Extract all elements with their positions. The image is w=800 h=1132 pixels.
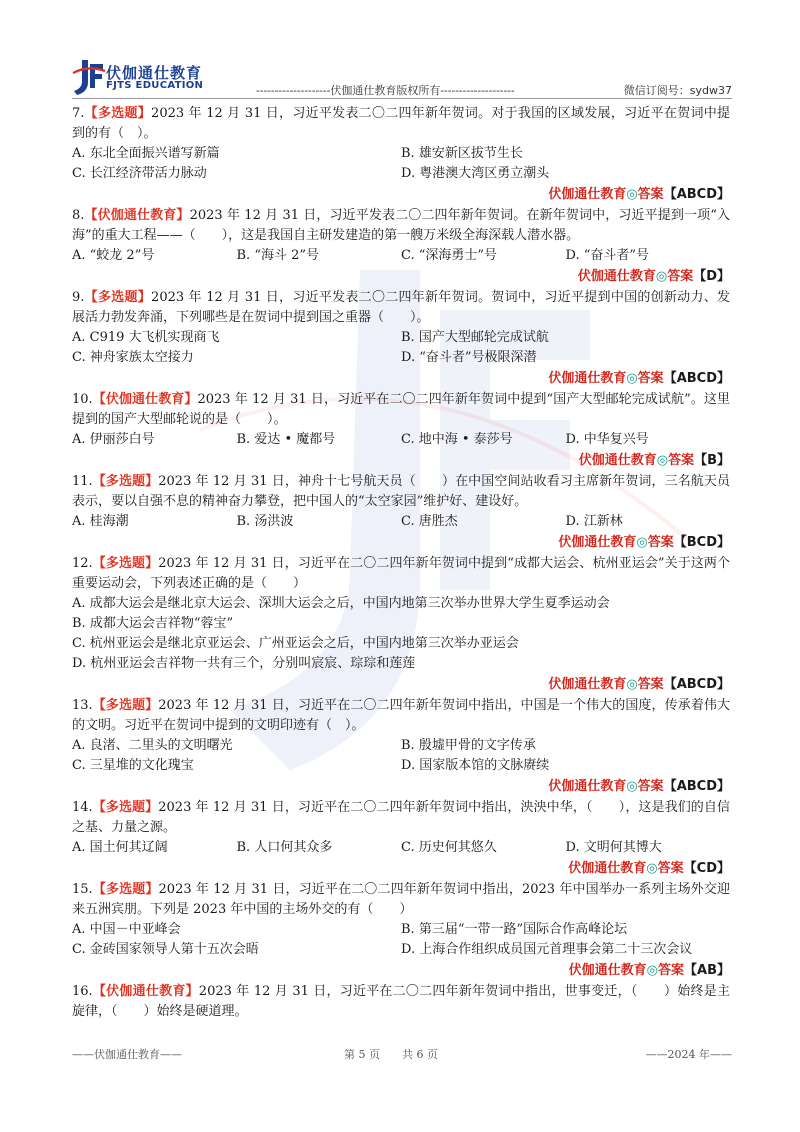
question-item <box>72 390 730 472</box>
question-type-tag: 【多选题】 <box>92 698 159 713</box>
question-text <box>72 554 730 594</box>
option-item: B. 国产大型邮轮完成试航 <box>401 330 549 345</box>
option-item: B. “海斗 2”号 <box>236 248 320 263</box>
question-type-tag: 【多选题】 <box>84 106 152 121</box>
answer-label: 答案 <box>637 371 664 386</box>
option-item: A. 良渚、二里头的文明曙光 <box>72 738 233 753</box>
answer-key: 【ABCD】 <box>663 187 730 202</box>
question-number: 8. <box>72 208 85 223</box>
option-item: B. 汤洪波 <box>236 514 294 529</box>
option-list <box>72 736 730 776</box>
question-text <box>72 696 730 736</box>
question-type-tag: 【多选题】 <box>92 556 159 571</box>
answer-label: 答案 <box>637 779 664 794</box>
option-item: A. C919 大飞机实现商飞 <box>72 330 220 345</box>
answer-brand: 伏伽通仕教育 <box>568 963 647 978</box>
option-list <box>72 838 730 858</box>
answer-key: 【ABCD】 <box>663 779 730 794</box>
option-list <box>72 246 730 266</box>
option-item: A. “蛟龙 2”号 <box>72 248 155 263</box>
answer-brand: 伏伽通仕教育 <box>548 677 627 692</box>
answer-label: 答案 <box>658 963 685 978</box>
answer-mark-icon: ◎ <box>656 453 669 468</box>
option-item: A. 东北全面振兴谱写新篇 <box>72 146 220 161</box>
question-item <box>72 554 730 696</box>
question-number: 15. <box>72 882 93 897</box>
answer-label: 答案 <box>667 269 694 284</box>
answer-mark-icon: ◎ <box>626 371 638 386</box>
question-type-tag: 【伏伽通仕教育】 <box>92 984 199 999</box>
question-type-tag: 【多选题】 <box>92 882 159 897</box>
option-item: D. 江新林 <box>565 514 623 529</box>
question-type-tag: 【多选题】 <box>92 474 159 489</box>
option-item: C. 唐胜杰 <box>401 514 458 529</box>
question-stem: 2023 年 12 月 31 日，习近平在二〇二四年新年贺词中提到“国产大型邮轮完成试航”。这里提到的国产大型邮轮说的是（ ）。 <box>72 392 730 427</box>
question-number: 14. <box>72 800 93 815</box>
question-stem: 2023 年 12 月 31 日，习近平在二〇二四年新年贺词中指出，泱泱中华，（ ），这是我们的自信之基、力量之源。 <box>72 800 730 835</box>
answer-line <box>72 450 730 472</box>
option-item: C. 地中海 • 泰莎号 <box>401 432 513 447</box>
question-type-tag: 【伏伽通仕教育】 <box>84 208 190 223</box>
wechat-account: 微信订阅号：sydw37 <box>623 84 732 97</box>
answer-key: 【CD】 <box>683 861 730 876</box>
answer-label: 答案 <box>657 861 684 876</box>
answer-mark-icon: ◎ <box>626 779 638 794</box>
question-number: 11. <box>72 474 93 489</box>
answer-mark-icon: ◎ <box>646 963 658 978</box>
question-stem: 2023 年 12 月 31 日，习近平在二〇二四年新年贺词中提到“成都大运会、杭州亚运会”关于这两个重要运动会，下列表述正确的是（ ） <box>72 556 730 591</box>
option-item: C. “深海勇士”号 <box>401 248 498 263</box>
answer-line <box>72 532 730 554</box>
question-stem: 2023 年 12 月 31 日，神舟十七号航天员（ ）在中国空间站收看习主席新年贺词，三名航天员表示，要以自强不息的精神奋力攀登，把中国人的“太空家园”维护好、建设好。 <box>72 474 730 509</box>
option-item: B. 爱达 • 魔都号 <box>236 432 336 447</box>
option-item: B. 雄安新区拔节生长 <box>401 146 523 161</box>
option-list <box>72 430 730 450</box>
answer-label: 答案 <box>637 677 664 692</box>
answer-line <box>72 184 730 206</box>
answer-brand: 伏伽通仕教育 <box>577 269 656 284</box>
option-item: A. 桂海潮 <box>72 514 129 529</box>
answer-brand: 伏伽通仕教育 <box>558 535 637 550</box>
answer-brand: 伏伽通仕教育 <box>568 861 647 876</box>
answer-key: 【AB】 <box>684 963 730 978</box>
option-item: C. 金砖国家领导人第十五次会晤 <box>72 942 259 957</box>
question-stem: 2023 年 12 月 31 日，习近平在二〇二四年新年贺词中指出，中国是一个伟大的国度，传承着伟大的文明。习近平在贺词中提到的文明印迹有（ ）。 <box>72 698 730 733</box>
question-stem: 2023 年 12 月 31 日，习近平发表二〇二四年新年贺词。贺词中，习近平提到中国的创新动力、发展活力勃发奔涌，下列哪些是在贺词中提到国之重器（ ）。 <box>72 290 730 325</box>
option-item: B. 第三届“一带一路”国际合作高峰论坛 <box>401 922 628 937</box>
answer-brand: 伏伽通仕教育 <box>548 371 627 386</box>
question-list <box>72 104 730 1022</box>
question-text <box>72 472 730 512</box>
question-number: 10. <box>72 392 93 407</box>
page-number: 第 5 页 共 6 页 <box>344 1048 438 1061</box>
option-list <box>72 920 730 960</box>
question-text <box>72 880 730 920</box>
option-list <box>72 512 730 532</box>
question-number: 9. <box>72 290 85 305</box>
question-type-tag: 【多选题】 <box>84 290 152 305</box>
answer-line <box>72 266 730 288</box>
question-text <box>72 104 730 144</box>
question-item <box>72 696 730 798</box>
option-item: D. “奋斗者”号 <box>565 248 650 263</box>
option-list <box>72 328 730 368</box>
answer-label: 答案 <box>668 453 695 468</box>
question-item <box>72 104 730 206</box>
copyright-notice: --------------------伏伽通仕教育版权所有-------------------- <box>256 84 515 97</box>
option-item: A. 中国－中亚峰会 <box>72 922 181 937</box>
question-item <box>72 982 730 1022</box>
footer-year: ——2024 年—— <box>645 1048 732 1061</box>
question-type-tag: 【多选题】 <box>92 800 159 815</box>
question-text <box>72 798 730 838</box>
question-item <box>72 798 730 880</box>
option-item: D. “奋斗者”号极限深潜 <box>401 350 537 365</box>
option-item: D. 粤港澳大湾区勇立潮头 <box>401 166 550 181</box>
option-item: D. 上海合作组织成员国元首理事会第二十三次会议 <box>401 942 693 957</box>
option-item: C. 历史何其悠久 <box>401 840 497 855</box>
question-item <box>72 288 730 390</box>
question-text <box>72 982 730 1022</box>
option-item: B. 人口何其众多 <box>236 840 333 855</box>
answer-line <box>72 858 730 880</box>
question-text <box>72 288 730 328</box>
option-item: D. 文明何其博大 <box>565 840 662 855</box>
brand-logo <box>72 58 222 98</box>
header-divider <box>72 98 732 99</box>
answer-key: 【D】 <box>693 269 730 284</box>
question-stem: 2023 年 12 月 31 日，习近平发表二〇二四年新年贺词。在新年贺词中，习近平提到一项“入海”的重大工程——（ ），这是我国自主研发建造的第一艘万米级全海深载人潜水器。 <box>72 208 730 243</box>
option-item: C. 长江经济带活力脉动 <box>72 166 207 181</box>
answer-mark-icon: ◎ <box>626 677 638 692</box>
option-item: A. 伊丽莎白号 <box>72 432 155 447</box>
answer-label: 答案 <box>637 187 664 202</box>
answer-line <box>72 776 730 798</box>
question-item <box>72 472 730 554</box>
option-list <box>72 144 730 184</box>
answer-line <box>72 674 730 696</box>
answer-brand: 伏伽通仕教育 <box>578 453 657 468</box>
answer-key: 【B】 <box>694 453 730 468</box>
answer-label: 答案 <box>647 535 674 550</box>
answer-mark-icon: ◎ <box>646 861 658 876</box>
answer-key: 【ABCD】 <box>663 371 730 386</box>
answer-key: 【BCD】 <box>673 535 730 550</box>
question-item <box>72 206 730 288</box>
answer-mark-icon: ◎ <box>636 535 648 550</box>
jf-logo-icon <box>72 58 106 96</box>
option-list <box>72 594 730 674</box>
option-item: B. 殷墟甲骨的文字传承 <box>401 738 536 753</box>
option-item: C. 杭州亚运会是继北京亚运会、广州亚运会之后，中国内地第三次举办亚运会 <box>72 636 519 651</box>
question-text <box>72 390 730 430</box>
question-number: 12. <box>72 556 93 571</box>
question-stem: 2023 年 12 月 31 日，习近平在二〇二四年新年贺词中指出，2023 年中国举办一系列主场外交迎来五洲宾朋。下列是 2023 年中国的主场外交的有（ ） <box>72 882 730 917</box>
logo-text-cn: 伏伽通仕教育 <box>106 64 203 82</box>
option-item: D. 国家版本馆的文脉赓续 <box>401 758 550 773</box>
answer-key: 【ABCD】 <box>663 677 730 692</box>
answer-line <box>72 960 730 982</box>
option-item: C. 三星堆的文化瑰宝 <box>72 758 194 773</box>
page-header <box>72 58 732 104</box>
logo-text-en: FJTS EDUCATION <box>106 80 204 91</box>
answer-brand: 伏伽通仕教育 <box>548 779 627 794</box>
option-item: D. 杭州亚运会吉祥物一共有三个，分别叫宸宸、琮琮和莲莲 <box>72 656 416 671</box>
question-stem: 2023 年 12 月 31 日，习近平发表二〇二四年新年贺词。对于我国的区域发展，习近平在贺词中提到的有（ ）。 <box>72 106 730 141</box>
answer-brand: 伏伽通仕教育 <box>548 187 627 202</box>
question-stem: 2023 年 12 月 31 日，习近平在二〇二四年新年贺词中指出，世事变迁，（ ）始终是主旋律，（ ）始终是硬道理。 <box>72 984 730 1019</box>
option-item: D. 中华复兴号 <box>565 432 649 447</box>
footer-left: ——伏伽通仕教育—— <box>72 1048 182 1061</box>
question-number: 13. <box>72 698 93 713</box>
question-item <box>72 880 730 982</box>
option-item: B. 成都大运会吉祥物“蓉宝” <box>72 616 234 631</box>
option-item: C. 神舟家族太空接力 <box>72 350 194 365</box>
question-number: 16. <box>72 984 93 999</box>
answer-mark-icon: ◎ <box>626 187 638 202</box>
answer-mark-icon: ◎ <box>655 269 668 284</box>
question-text <box>72 206 730 246</box>
question-type-tag: 【伏伽通仕教育】 <box>92 392 198 407</box>
option-item: A. 成都大运会是继北京大运会、深圳大运会之后，中国内地第三次举办世界大学生夏季运动会 <box>72 596 610 611</box>
question-number: 7. <box>72 106 85 121</box>
answer-line <box>72 368 730 390</box>
option-item: A. 国土何其辽阔 <box>72 840 168 855</box>
